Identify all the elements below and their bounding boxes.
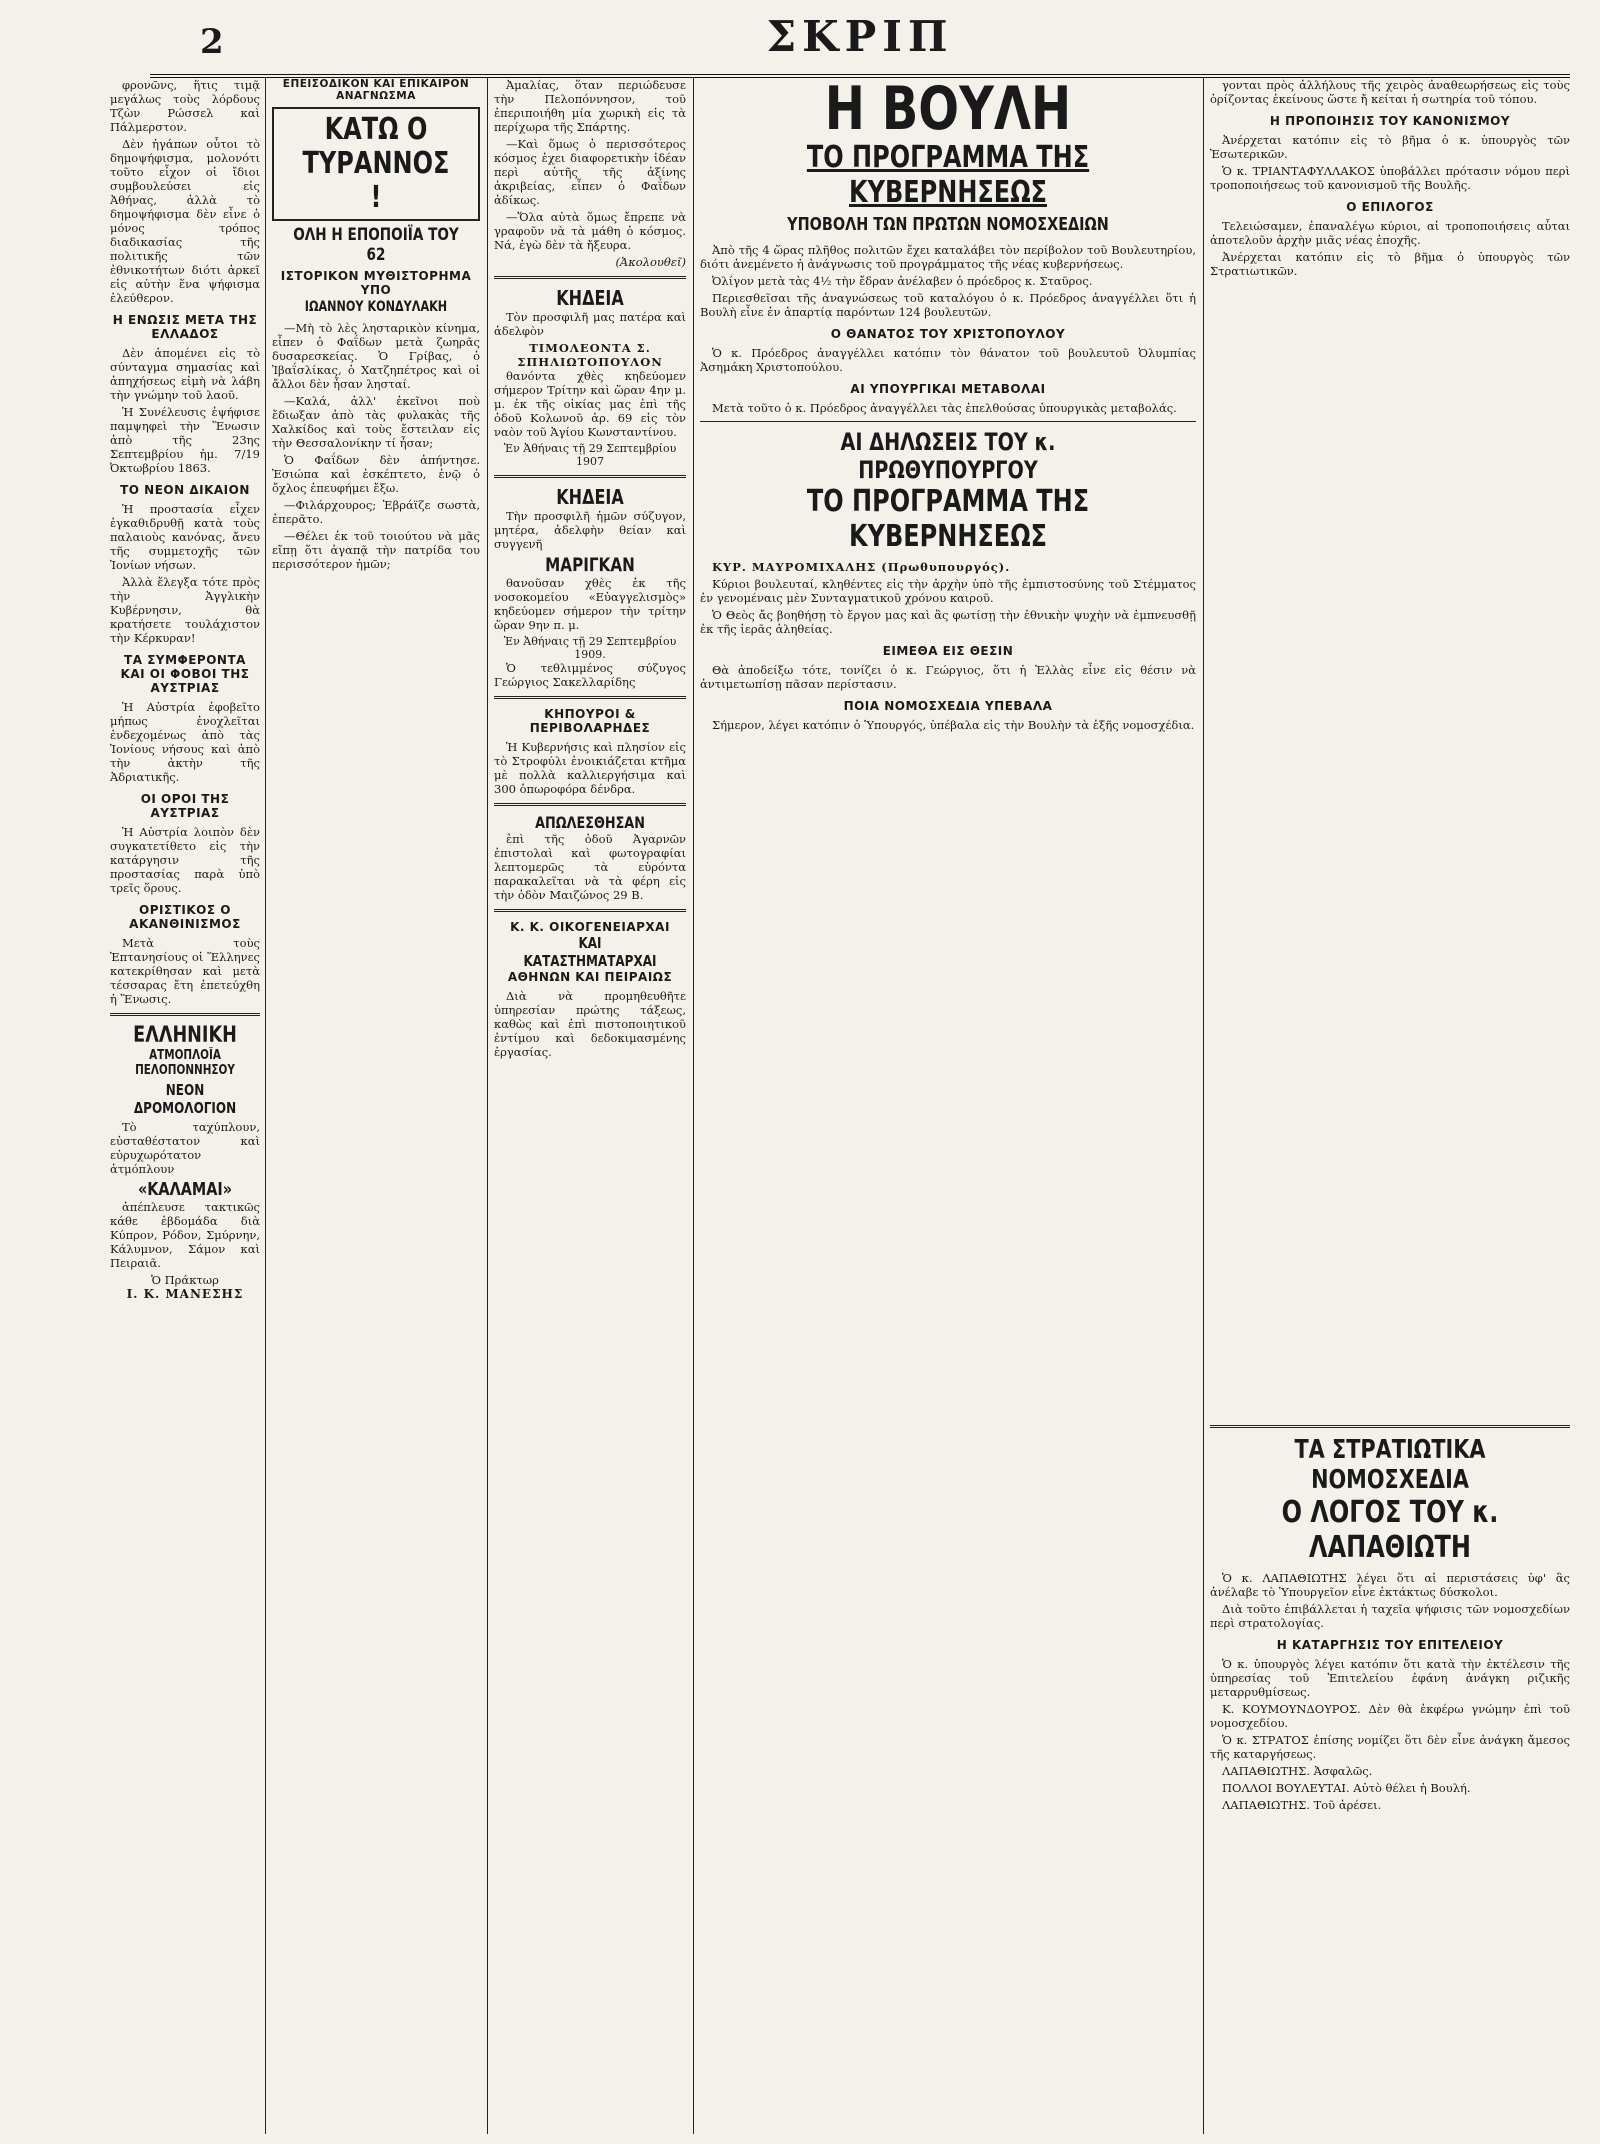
pm-declarations-headline: ΑΙ ΔΗΛΩΣΕΙΣ ΤΟΥ κ. ΠΡΩΘΥΠΟΥΡΓΟΥ — [840, 428, 1056, 484]
col3-paragraph: —Ὅλα αὐτὰ ὅμως ἔπρεπε νὰ γραφοῦν νὰ τὰ μάθη ὁ κόσμος. Νά, ἐγὼ δὲν τὰ ἤξευρα. — [494, 210, 686, 252]
col1-heading-enosis: Η ΕΝΩΣΙΣ ΜΕΤΑ ΤΗΣ ΕΛΛΑΔΟΣ — [112, 313, 258, 341]
column-3 — [494, 78, 686, 2134]
col1-paragraph: Ἡ Αὐστρία ἐφοβεῖτο μήπως ἐνοχλεῖται ἐνδεχομένως ἀπὸ τὰς Ἰονίους νήσους καὶ ἀπὸ τὴν ἀκτὴν τῆς Ἀδριατικῆς. — [110, 700, 260, 784]
serial-paragraph: —Μὴ τὸ λὲς λησταρικὸν κίνημα, εἶπεν ὁ Φαΐδων μετὰ ζωηρᾶς δυσαρεσκείας. Ὁ Γρίβας, ὁ Ἰβαΐσλίκας, ὁ Χατζηπέτρος καὶ οἱ ἄλλοι δὲν ἦσαν λησταί. — [272, 321, 480, 391]
funeral-text-1: θανόντα χθὲς κηδεύομεν σήμερον Τρίτην καὶ ὥραν 4ην μ. μ. ἐκ τῆς οἰκίας μας ἐπὶ τῆς ὁδοῦ Κολωνοῦ ἀρ. 69 εἰς τὸν ναὸν τοῦ Ἁγίου Κωνσταντίνου. — [494, 369, 686, 439]
col4-paragraph: Ὀλίγον μετὰ τὰς 4½ τὴν ἔδραν ἀνέλαβεν ὁ πρόεδρος κ. Σταῦρος. — [712, 274, 1093, 288]
col5-top: γονται πρὸς ἀλλήλους τῆς χειρὸς ἀναθεωρήσεως εἰς τοὺς ὁρίζοντας ἐκείνους ὥστε ἤ κείται ἡ σωτηρία τοῦ τόπου. — [1210, 78, 1570, 106]
ad-title-elliniki: ΕΛΛΗΝΙΚΗ — [133, 1023, 237, 1048]
military-exchange: ΠΟΛΛΟΙ ΒΟΥΛΕΥΤΑΙ. Αὐτὸ θέλει ἡ Βουλή. — [1222, 1781, 1471, 1795]
ad-agent: Ι. Κ. ΜΑΝΕΣΗΣ — [126, 1287, 244, 1301]
heading-death-christopoulos: Ο ΘΑΝΑΤΟΣ ΤΟΥ ΧΡΙΣΤΟΠΟΥΛΟΥ — [830, 327, 1066, 341]
program-headline: ΤΟ ΠΡΟΓΡΑΜΜΑ ΤΗΣ ΚΥΒΕΡΝΗΣΕΩΣ — [806, 140, 1090, 210]
heading-ministerial-changes: ΑΙ ΥΠΟΥΡΓΙΚΑΙ ΜΕΤΑΒΟΛΑΙ — [850, 382, 1046, 396]
lapathiotis-headline: Ο ΛΟΓΟΣ ΤΟΥ κ. ΛΑΠΑΘΙΩΤΗ — [1281, 1495, 1499, 1565]
ad-lost-text: ἐπὶ τῆς ὁδοῦ Ἀγαρνῶν ἐπιστολαὶ καὶ φωτογραφίαι λεπτομερῶς τὰ εὑρόντα παρακαλεῖται νὰ τὰ φέρη εἰς τὴν ὁδὸν Μαιζώνος 29 Β. — [494, 832, 686, 902]
ad-body: Τὸ ταχύπλουν, εὐσταθέστατον καὶ εὐρυχωρότατον ἀτμόπλουν — [110, 1120, 260, 1176]
ad-gardeners-heading: ΚΗΠΟΥΡΟΙ & ΠΕΡΙΒΟΛΑΡΗΔΕΣ — [529, 707, 651, 735]
serial-paragraph: Ὁ Φαΐδων δὲν ἀπήντησε. Ἐσιώπα καὶ ἐσκέπτετο, ἐνῷ ὁ ὄχλος ἐπευφήμει ἔξω. — [272, 453, 480, 495]
funeral-heading-1: ΚΗΔΕΙΑ — [556, 286, 624, 310]
columns — [110, 78, 1570, 2134]
col1-paragraph: Ἀλλὰ ἔλεγξα τότε πρὸς τὴν Ἀγγλικὴν Κυβέρνησιν, θὰ κρατήσετε τουλάχιστον τὴν Κέρκυραν! — [110, 575, 260, 645]
military-exchange: ΛΑΠΑΘΙΩΤΗΣ. Ἀσφαλῶς. — [1222, 1764, 1373, 1778]
ad-lost-heading: ΑΠΩΛΕΣΘΗΣΑΝ — [535, 813, 645, 832]
ad-ship-name: «ΚΑΛΑΜΑΙ» — [137, 1179, 233, 1200]
col1-intro: φρονῶνς, ἥτις τιμᾷ μεγάλως τοὺς λόρδους Τζὼν Ρώσσελ καὶ Πάλμερστον. — [110, 78, 260, 134]
col4-paragraph: Περιεσθεῖσαι τῆς ἀναγνώσεως τοῦ καταλόγου ὁ κ. Πρόεδρος ἀναγγέλλει ὅτι ἡ Βουλὴ εἶνε ἐν ἀπαρτίᾳ παρόντων 124 βουλευτῶν. — [700, 291, 1196, 319]
funeral-date-2: Ἐν Ἀθήναις τῇ 29 Σεπτεμβρίου 1909. — [503, 635, 677, 661]
col4-paragraph: Κύριοι βουλευταί, κληθέντες εἰς τὴν ἀρχὴν ὑπὸ τῆς ἐμπιστοσύνης τοῦ Στέμματος ἐν γενομέναις μὲν Συνταγματικοῦ χρόνου καιροῦ. — [700, 577, 1196, 605]
col1-paragraph: Ἡ Αὐστρία λοιπὸν δὲν συγκατετίθετο εἰς τὴν κατάργησιν τῆς προστασίας παρὰ ὑπὸ τρεῖς ὅρους. — [110, 825, 260, 895]
program-headline-2: ΤΟ ΠΡΟΓΡΑΜΜΑ ΤΗΣ ΚΥΒΕΡΝΗΣΕΩΣ — [806, 484, 1090, 554]
ad-families-heading-2: ΚΑΙ ΚΑΤΑΣΤΗΜΑΤΑΡΧΑΙ — [523, 934, 657, 970]
ad-sign: Ὁ Πράκτωρ — [151, 1273, 219, 1287]
funeral-name-2: ΜΑΡΙΓΚΑΝ — [545, 554, 635, 576]
ad-families-heading-1: Κ. Κ. ΟΙΚΟΓΕΝΕΙΑΡΧΑΙ — [510, 920, 670, 934]
col4-paragraph: Ἀπὸ τῆς 4 ὥρας πλῆθος πολιτῶν ἔχει καταλάβει τὸν περίβολον τοῦ Βουλευτηρίου, διότι ἀνεμένετο ἡ ἀνάγνωσις τοῦ προγράμματος τῆς νέας κυβερνήσεως. — [700, 243, 1196, 271]
col5-paragraph: Ἀνέρχεται κατόπιν εἰς τὸ βῆμα ὁ ὑπουργὸς τῶν Στρατιωτικῶν. — [1210, 250, 1570, 278]
ad-families-text: Διὰ νὰ προμηθευθῆτε ὑπηρεσίαν πρώτης τάξεως, καθὼς καὶ ἐπὶ πιστοποιητικοῦ ἐντίμου καὶ δεδοκιμασμένης ἐργασίας. — [494, 989, 686, 1059]
military-section — [1210, 1418, 1570, 2134]
military-exchange: Ὁ κ. ΣΤΡΑΤΟΣ ἐπίσης νομίζει ὅτι δὲν εἶνε ἀνάγκη ἄμεσος τῆς καταργήσεως. — [1210, 1733, 1570, 1761]
column-1 — [110, 78, 260, 2134]
col4-paragraph: Θὰ ἀποδείξω τότε, τονίζει ὁ κ. Γεώργιος, ὅτι ἡ Ἑλλὰς εἶνε εἰς θέσιν νὰ ἀντιμετωπίσῃ πᾶσαν περίστασιν. — [700, 663, 1196, 691]
col5-paragraph: Τελειώσαμεν, ἐπαναλέγω κύριοι, αἱ τροποποιήσεις αὗται ἀποτελοῦν ἀρχὴν μιᾶς νέας ἐποχῆς. — [1210, 219, 1570, 247]
funeral-name-1: ΤΙΜΟΛΕΟΝΤΑ Σ. ΣΠΗΛΙΩΤΟΠΟΥΛΟΝ — [517, 341, 663, 369]
col5-paragraph: Ἀνέρχεται κατόπιν εἰς τὸ βῆμα ὁ κ. ὑπουργὸς τῶν Ἐσωτερικῶν. — [1210, 133, 1570, 161]
serial-paragraph: —Φιλάρχουρος; Ἐβράϊζε σωστὰ, ἐπερᾶτο. — [272, 498, 480, 526]
ad-gardeners-text: Ἡ Κυβερνήσις καὶ πλησίον εἰς τὸ Στροφύλι ἐνοικιάζεται κτῆμα μὲ πολλὰ καλλιεργήσιμα καὶ 300 ὀπωροφόρα δένδρα. — [494, 740, 686, 796]
serial-headline: ΚΑΤΩ Ο ΤΥΡΑΝΝΟΣ ! — [302, 112, 450, 215]
column-2 — [272, 78, 480, 2134]
speaker-pm: ΚΥΡ. ΜΑΥΡΟΜΙΧΑΛΗΣ (Πρωθυπουργός). — [712, 560, 1011, 574]
funeral-intro-1: Τὸν προσφιλῆ μας πατέρα καὶ ἀδελφὸν — [494, 310, 686, 338]
col4-paragraph: Μετὰ τοῦτο ὁ κ. Πρόεδρος ἀναγγέλλει τὰς ἐπελθούσας ὑπουργικὰς μεταβολάς. — [712, 401, 1177, 415]
col1-heading-austria-interests: ΤΑ ΣΥΜΦΕΡΟΝΤΑ ΚΑΙ ΟΙ ΦΟΒΟΙ ΤΗΣ ΑΥΣΤΡΙΑΣ — [120, 653, 250, 695]
ad-body-2: ἀπέπλευσε τακτικῶς κάθε ἑβδομάδα διὰ Κύπρον, Ρόδον, Σμύρνην, Κάλυμνον, Σάμον καὶ Πειραιᾶ. — [110, 1200, 260, 1270]
military-paragraph: Ὁ κ. ΛΑΠΑΘΙΩΤΗΣ λέγει ὅτι αἱ περιστάσεις ὑφ' ἃς ἀνέλαβε τὸ Ὑπουργεῖον εἶνε ἐκτάκτως δύσκολοι. — [1210, 1571, 1570, 1599]
parliament-headline: Η ΒΟΥΛΗ — [824, 78, 1072, 144]
funeral-date-1: Ἐν Ἀθήναις τῇ 29 Σεπτεμβρίου 1907 — [503, 442, 677, 468]
col1-paragraph: Δὲν ἀπομένει εἰς τὸ σύνταγμα σημασίας καὶ ἀπηχήσεως εἰμὴ νὰ λάβη τὴν γνώμην τοῦ λαοῦ. — [110, 346, 260, 402]
ad-title-steamship: ΑΤΜΟΠΛΟΪΑ ΠΕΛΟΠΟΝΝΗΣΟΥ — [135, 1048, 235, 1078]
col5-paragraph: Ὁ κ. ΤΡΙΑΝΤΑΦΥΛΛΑΚΟΣ ὑποβάλλει πρότασιν νόμου περὶ τροποποιήσεως τοῦ κανονισμοῦ τῆς Βουλῆς. — [1210, 164, 1570, 192]
col4-paragraph: Ὁ κ. Πρόεδρος ἀναγγέλλει κατόπιν τὸν θάνατον τοῦ βουλευτοῦ Ὀλυμπίας Ἀσημάκη Χριστοπούλου. — [700, 346, 1196, 374]
military-paragraph: Διὰ τοῦτο ἐπιβάλλεται ἡ ταχεῖα ψήφισις τῶν νομοσχεδίων περὶ στρατολογίας. — [1210, 1602, 1570, 1630]
masthead — [150, 8, 1570, 78]
col1-heading-new-law: ΤΟ ΝΕΟΝ ΔΙΚΑΙΟΝ — [120, 483, 250, 497]
col1-paragraph: Μετὰ τοὺς Ἑπτανησίους οἱ Ἕλληνες κατεκρίθησαν καὶ μετὰ τέσσαρας ἔτη ἐπετεύχθη ἡ Ἕνωσις. — [110, 936, 260, 1006]
heading-in-position: ΕΙΜΕΘΑ ΕΙΣ ΘΕΣΙΝ — [882, 644, 1014, 658]
newspaper-title: ΣΚΡΙΠ — [766, 12, 954, 61]
funeral-signature-2: Ὁ τεθλιμμένος σύζυγος Γεώργιος Σακελλαρίδης — [494, 661, 686, 689]
ad-families-heading-3: ΑΘΗΝΩΝ ΚΑΙ ΠΕΙΡΑΙΩΣ — [507, 970, 673, 984]
col1-paragraph: Ἡ Συνέλευσις ἐψήφισε παμψηφεὶ τὴν Ἕνωσιν ἀπὸ τῆς 23ης Σεπτεμβρίου ἡμ. 7/19 Ὀκτωβρίου 1863. — [110, 405, 260, 475]
heading-epilogue: Ο ΕΠΙΛΟΓΟΣ — [1346, 200, 1434, 214]
col3-paragraph: Ἀμαλίας, ὅταν περιώδευσε τὴν Πελοπόννησον, τοῦ ἐπεριποιήθη μία χωρικὴ εἰς τὰ περίχωρα τῆς Σπάρτης. — [494, 78, 686, 134]
col1-paragraph: Δὲν ἠγάπων οὗτοι τὸ δημοψήφισμα, μολονότι τοῦτο εἶχον οἱ ἴδιοι συμβουλεύσει εἰς Ἀθήνας, ἀλλὰ τὸ δημοψήφισμα δὲν εἶνε ὁ μόνος τρόπος διαδικασίας τῆς πολιτικῆς τῶν ἐθνικοτήτων διότι ἀρκεῖ εἰς αὐτὴν ἕνα ψήφισμα ἐλεύθερον. — [110, 137, 260, 305]
heading-rules-amendment: Η ΠΡΟΠΟΙΗΣΙΣ ΤΟΥ ΚΑΝΟΝΙΣΜΟΥ — [1269, 114, 1511, 128]
heading-submitted-bills: ΠΟΙΑ ΝΟΜΟΣΧΕΔΙΑ ΥΠΕΒΑΛΑ — [843, 699, 1053, 713]
military-exchange: ΛΑΠΑΘΙΩΤΗΣ. Τοῦ ἀρέσει. — [1222, 1798, 1382, 1812]
heading-staff-abolition: Η ΚΑΤΑΡΓΗΣΙΣ ΤΟΥ ΕΠΙΤΕΛΕΙΟΥ — [1276, 1638, 1504, 1652]
col1-heading-austria-terms: ΟΙ ΟΡΟΙ ΤΗΣ ΑΥΣΤΡΙΑΣ — [140, 792, 230, 820]
military-paragraph: Ὁ κ. ὑπουργὸς λέγει κατόπιν ὅτι κατὰ τὴν ἐκτέλεσιν τῆς ὑπηρεσίας τοῦ Ἐπιτελείου ἐφάνη ἀνάγκη ριζικῆς μεταρρυθμίσεως. — [1210, 1657, 1570, 1699]
funeral-intro-2: Τὴν προσφιλῆ ἡμῶν σύζυγον, μητέρα, ἀδελφὴν θείαν καὶ συγγενῆ — [494, 509, 686, 551]
ad-title-schedule: ΝΕΟΝ ΔΡΟΜΟΛΟΓΙΟΝ — [133, 1081, 237, 1117]
col3-paragraph: —Καὶ ὅμως ὁ περισσότερος κόσμος ἐχει διαφορετικὴν ἰδέαν περὶ αὐτῆς τῆς ἀξίνης ἀκριβείας, εἶπεν ὁ Φαΐδων ἀδίκως. — [494, 137, 686, 207]
serial-paragraph: —Θέλει ἐκ τοῦ τοιούτου νὰ μᾶς εἴπῃ ὅτι ἀγαπᾷ τὴν πατρίδα του περισσότερον ἡμῶν; — [272, 529, 480, 571]
bills-subheadline: ΥΠΟΒΟΛΗ ΤΩΝ ΠΡΩΤΩΝ ΝΟΜΟΣΧΕΔΙΩΝ — [787, 214, 1109, 235]
funeral-heading-2: ΚΗΔΕΙΑ — [556, 485, 624, 509]
funeral-text-2: θανοῦσαν χθὲς ἐκ τῆς νοσοκομείου «Εὐαγγελισμὸς» κηδεύομεν σήμερον τὴν τρίτην ὥραν 9ην π. μ. — [494, 576, 686, 632]
col1-heading-akanthinismos: ΟΡΙΣΤΙΚΟΣ Ο ΑΚΑΝΘΙΝΙΣΜΟΣ — [129, 903, 241, 931]
column-4 — [700, 78, 1196, 2134]
page-number: 2 — [200, 22, 224, 62]
serial-paragraph: —Καλά, ἀλλ' ἐκεῖνοι ποὺ ἔδιωξαν ἀπὸ τὰς φυλακὰς τῆς Χαλκίδος καὶ τοὺς ἔστειλαν εἰς τὴν Θεσσαλονίκην τί ἦσαν; — [272, 394, 480, 450]
serial-sub-epic: ΟΛΗ Η ΕΠΟΠΟΙΪΑ ΤΟΥ 62 — [293, 225, 459, 265]
col4-paragraph: Ὁ Θεὸς ἄς βοηθήσῃ τὸ ἔργον μας καὶ ἂς φωτίσῃ τὴν ἐθνικὴν ψυχὴν νὰ ἐμπνευσθῇ ἐκ τῆς ἱερᾶς ἀληθείας. — [700, 608, 1196, 636]
col4-paragraph: Σήμερον, λέγει κατόπιν ὁ Ὑπουργός, ὑπέβαλα εἰς τὴν Βουλὴν τὰ ἑξῆς νομοσχέδια. — [712, 718, 1195, 732]
continued-note: (Ἀκολουθεῖ) — [615, 255, 686, 269]
serial-sub-novel: ΙΣΤΟΡΙΚΟΝ ΜΥΘΙΣΤΟΡΗΜΑ ΥΠΟ — [280, 269, 472, 297]
serial-author: ΙΩΑΝΝΟΥ ΚΟΝΔΥΛΑΚΗ — [304, 299, 448, 315]
military-exchange: Κ. ΚΟΥΜΟΥΝΔΟΥΡΟΣ. Δὲν θὰ ἐκφέρω γνώμην ἐπὶ τοῦ νομοσχεδίου. — [1210, 1702, 1570, 1730]
serial-kicker: ΕΠΕΙΣΟΔΙΚΟΝ ΚΑΙ ΕΠΙΚΑΙΡΟΝ ΑΝΑΓΝΩΣΜΑ — [282, 78, 470, 102]
col1-paragraph: Ἡ προστασία εἶχεν ἐγκαθιδρυθῇ κατὰ τοὺς παλαιοὺς κανόνας, ἄνευ τῆς συμμετοχῆς τῶν Ἰονίων νήσων. — [110, 502, 260, 572]
military-headline: ΤΑ ΣΤΡΑΤΙΩΤΙΚΑ ΝΟΜΟΣΧΕΔΙΑ — [1294, 1435, 1486, 1495]
